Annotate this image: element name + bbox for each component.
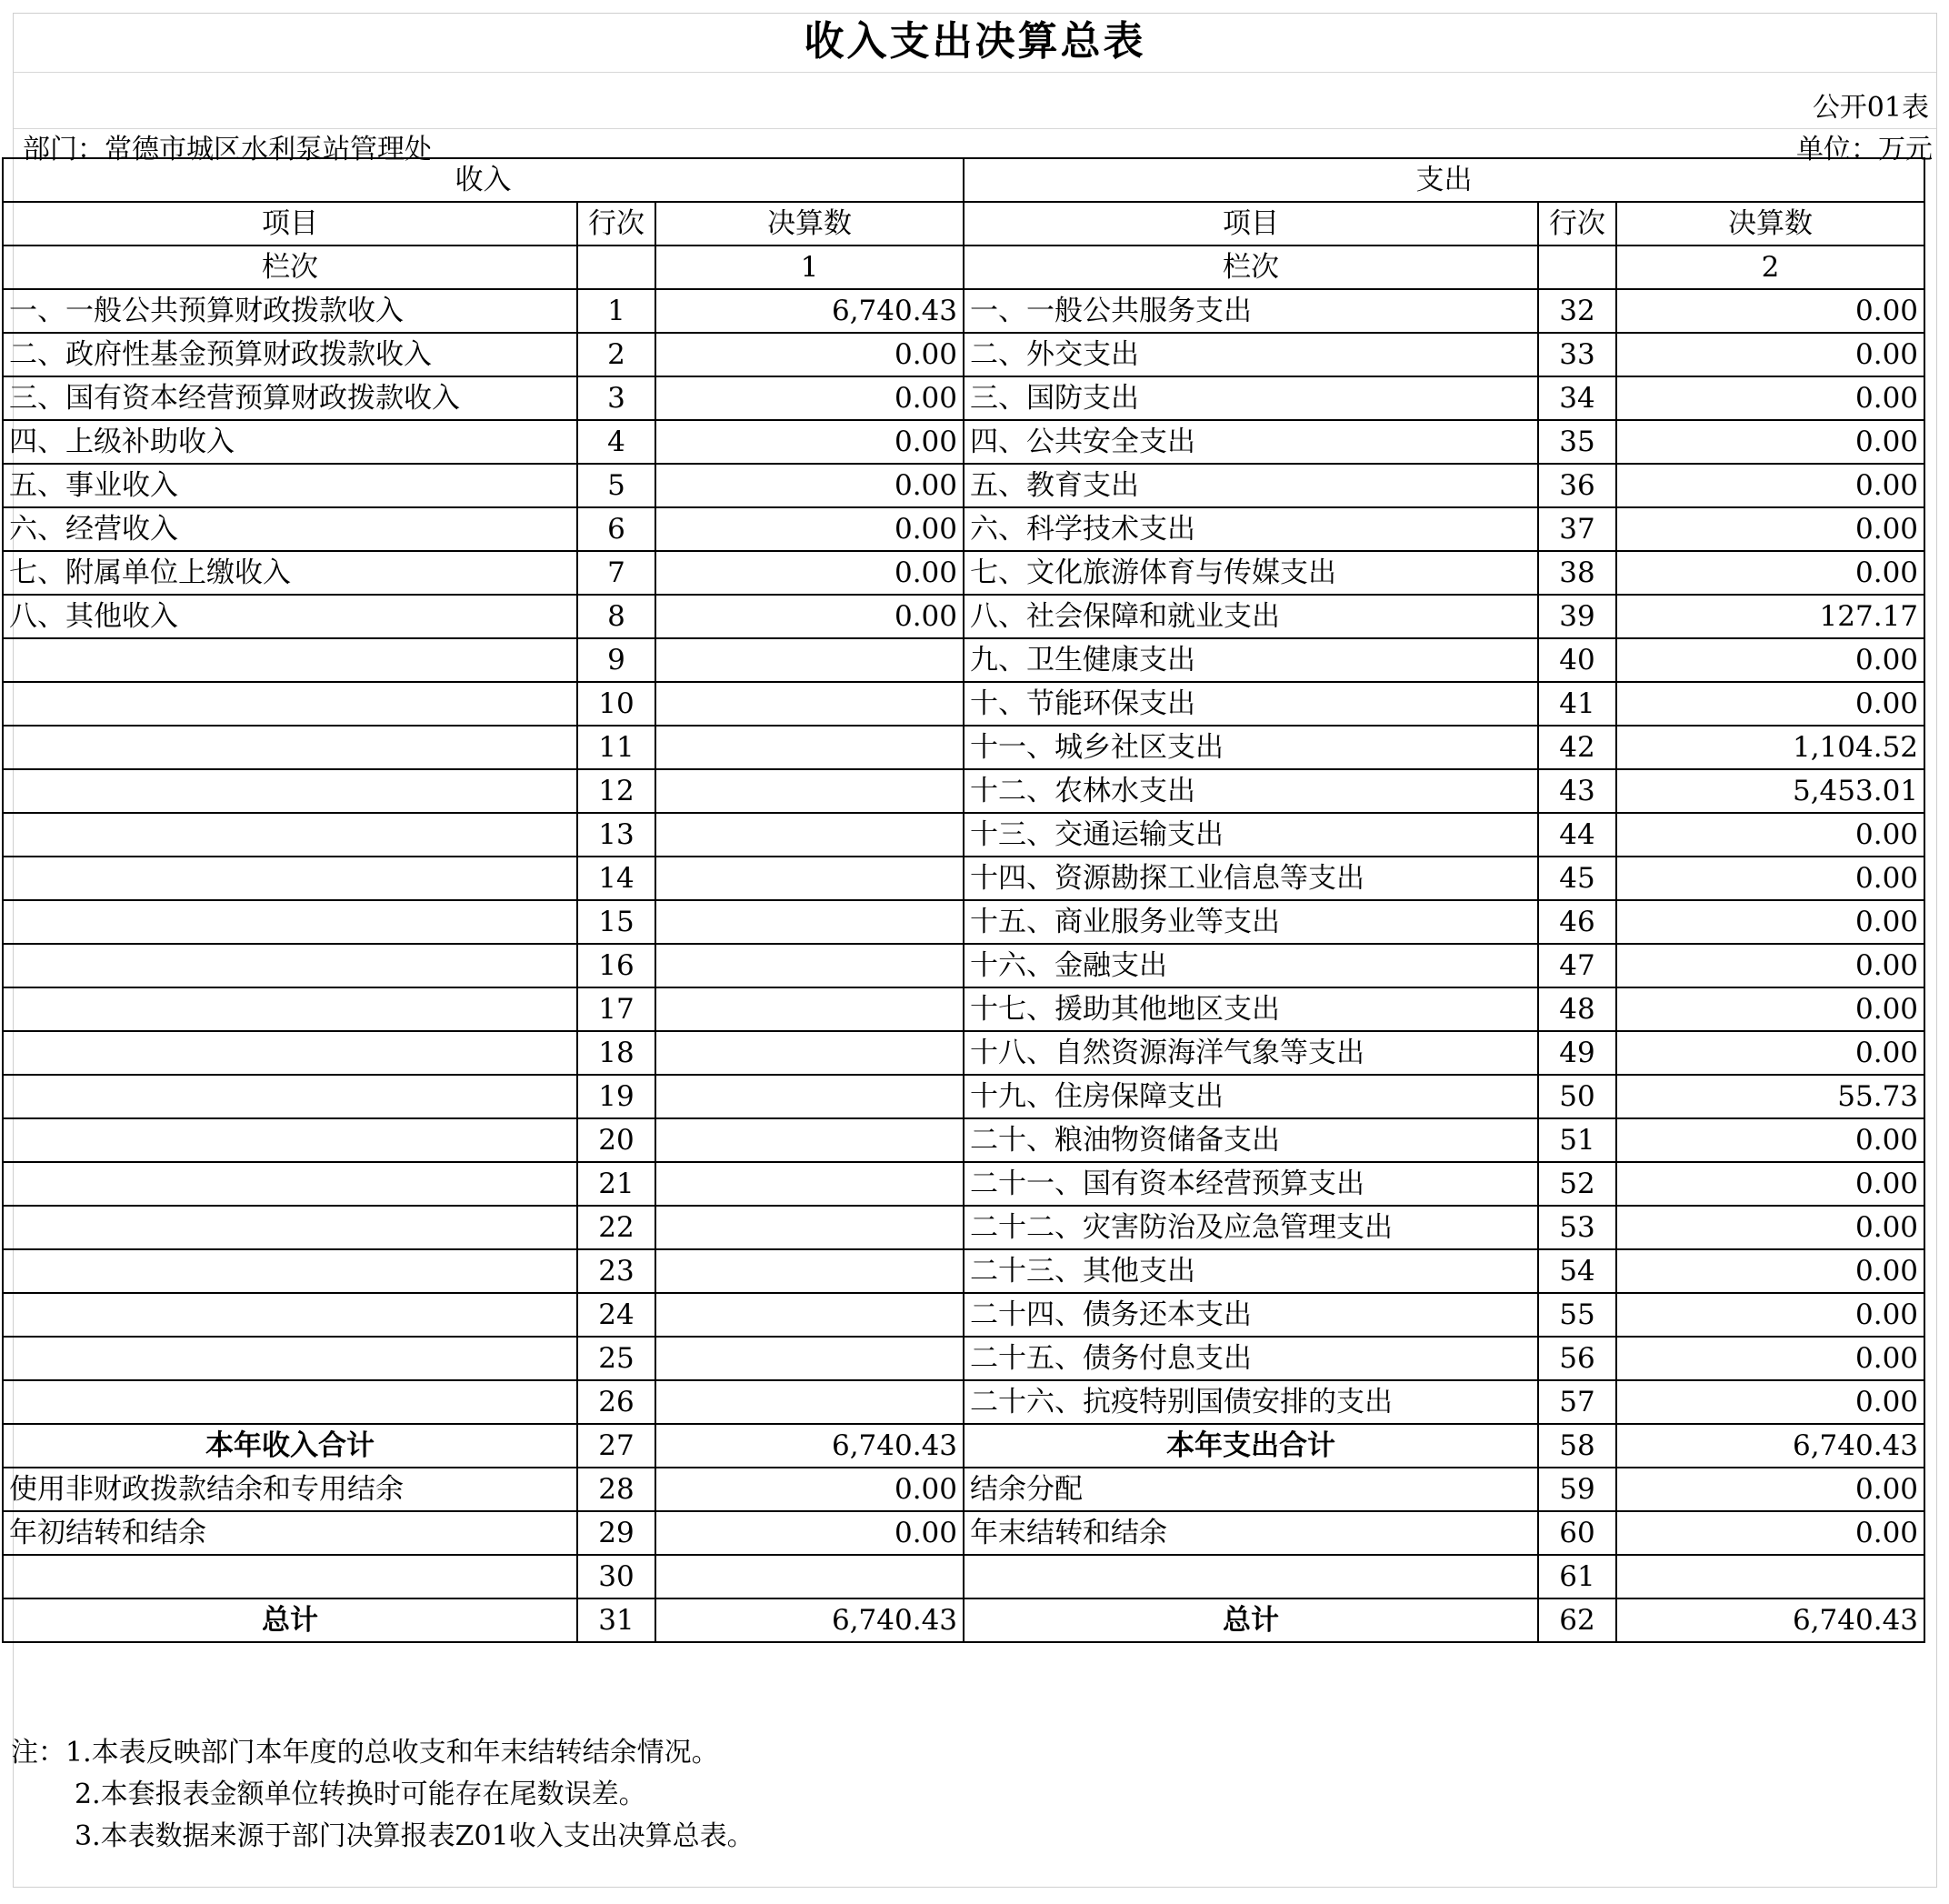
income-line-cell: 27 [577,1424,655,1468]
expense-item-cell: 二十一、国有资本经营预算支出 [964,1162,1538,1206]
income-line-cell: 5 [577,464,655,507]
expense-item-cell: 二十三、其他支出 [964,1249,1538,1293]
income-line-cell: 17 [577,987,655,1031]
expense-amount-cell: 0.00 [1616,420,1924,464]
income-expense-table [2,157,1925,1643]
income-amount-cell [655,1249,964,1293]
column-number-row [3,246,1924,289]
table-row [3,813,1924,857]
income-item-cell [3,769,577,813]
expense-line-cell: 62 [1538,1598,1616,1642]
income-line-cell: 15 [577,900,655,944]
table-row [3,857,1924,900]
income-line-cell: 28 [577,1468,655,1511]
expense-amount-cell: 0.00 [1616,1249,1924,1293]
expense-line-cell: 57 [1538,1380,1616,1424]
income-line-cell: 8 [577,595,655,638]
income-amount-header: 决算数 [655,202,964,246]
expense-line-cell: 49 [1538,1031,1616,1075]
income-line-cell: 3 [577,376,655,420]
table-row [3,726,1924,769]
expense-line-cell: 61 [1538,1555,1616,1598]
expense-line-cell: 34 [1538,376,1616,420]
income-item-cell [3,987,577,1031]
expense-item-cell: 年末结转和结余 [964,1511,1538,1555]
expense-amount-cell: 55.73 [1616,1075,1924,1118]
table-row [3,638,1924,682]
income-item-cell [3,1293,577,1337]
table-row [3,1293,1924,1337]
expense-line-cell: 41 [1538,682,1616,726]
table-row [3,900,1924,944]
income-item-cell [3,1380,577,1424]
expense-amount-header: 决算数 [1616,202,1924,246]
expense-amount-cell: 0.00 [1616,376,1924,420]
income-amount-cell [655,682,964,726]
expense-column-no-empty [1538,246,1616,289]
expense-line-cell: 42 [1538,726,1616,769]
income-amount-cell [655,1075,964,1118]
expense-item-cell: 十四、资源勘探工业信息等支出 [964,857,1538,900]
department-label: 部门：常德市城区水利泵站管理处 [23,134,432,165]
expense-amount-cell: 0.00 [1616,944,1924,987]
expense-amount-cell: 0.00 [1616,857,1924,900]
expense-line-cell: 35 [1538,420,1616,464]
expense-line-cell: 55 [1538,1293,1616,1337]
income-amount-cell: 0.00 [655,333,964,376]
expense-amount-cell: 0.00 [1616,1511,1924,1555]
income-line-cell: 11 [577,726,655,769]
income-amount-cell [655,813,964,857]
expense-item-cell: 十九、住房保障支出 [964,1075,1538,1118]
expense-line-cell: 38 [1538,551,1616,595]
income-line-cell: 6 [577,507,655,551]
income-amount-cell [655,1162,964,1206]
income-item-cell [3,900,577,944]
income-item-cell [3,1555,577,1598]
expense-item-cell [964,1555,1538,1598]
income-line-cell: 19 [577,1075,655,1118]
subtotal-row [3,1424,1924,1468]
table-number: 公开01表 [1812,92,1929,124]
expense-item-cell: 十八、自然资源海洋气象等支出 [964,1031,1538,1075]
income-item-cell [3,638,577,682]
income-amount-cell: 0.00 [655,595,964,638]
expense-amount-cell: 0.00 [1616,638,1924,682]
income-line-cell: 30 [577,1555,655,1598]
income-amount-cell: 6,740.43 [655,289,964,333]
footnotes [11,1732,755,1858]
header-divider [14,128,1936,129]
income-amount-cell: 0.00 [655,464,964,507]
income-amount-cell [655,1293,964,1337]
table-row [3,1075,1924,1118]
expense-line-cell: 52 [1538,1162,1616,1206]
expense-line-cell: 59 [1538,1468,1616,1511]
table-row [3,333,1924,376]
expense-item-header: 项目 [964,202,1538,246]
table-row [3,1031,1924,1075]
expense-item-cell: 十、节能环保支出 [964,682,1538,726]
income-line-cell: 20 [577,1118,655,1162]
income-amount-cell [655,1118,964,1162]
expense-item-cell: 十六、金融支出 [964,944,1538,987]
expense-item-cell: 十一、城乡社区支出 [964,726,1538,769]
footnote-1: 注：1.本表反映部门本年度的总收支和年末结转结余情况。 [11,1737,719,1769]
expense-line-cell: 60 [1538,1511,1616,1555]
income-line-cell: 1 [577,289,655,333]
expense-amount-cell: 5,453.01 [1616,769,1924,813]
income-line-cell: 7 [577,551,655,595]
expense-line-cell: 48 [1538,987,1616,1031]
income-line-cell: 29 [577,1511,655,1555]
income-item-cell [3,813,577,857]
income-item-cell: 使用非财政拨款结余和专用结余 [3,1468,577,1511]
expense-amount-cell: 6,740.43 [1616,1424,1924,1468]
income-item-cell: 五、事业收入 [3,464,577,507]
income-item-cell: 三、国有资本经营预算财政拨款收入 [3,376,577,420]
income-amount-cell [655,857,964,900]
income-amount-cell: 6,740.43 [655,1424,964,1468]
expense-item-cell: 九、卫生健康支出 [964,638,1538,682]
income-item-cell [3,1249,577,1293]
income-amount-cell [655,726,964,769]
expense-amount-cell: 0.00 [1616,1162,1924,1206]
income-line-cell: 13 [577,813,655,857]
table-row [3,1337,1924,1380]
expense-line-cell: 44 [1538,813,1616,857]
footnote-3: 3.本表数据来源于部门决算报表Z01收入支出决算总表。 [75,1820,755,1852]
expense-item-cell: 总计 [964,1598,1538,1642]
income-item-cell: 一、一般公共预算财政拨款收入 [3,289,577,333]
expense-amount-cell: 0.00 [1616,333,1924,376]
expense-column-no: 2 [1616,246,1924,289]
income-line-cell: 21 [577,1162,655,1206]
income-amount-cell [655,1555,964,1598]
expense-amount-cell: 0.00 [1616,1293,1924,1337]
expense-line-cell: 50 [1538,1075,1616,1118]
table-row [3,682,1924,726]
income-amount-cell [655,987,964,1031]
income-item-cell [3,944,577,987]
section-header-row [3,158,1924,202]
expense-line-cell: 37 [1538,507,1616,551]
expense-item-cell: 一、一般公共服务支出 [964,289,1538,333]
income-line-cell: 10 [577,682,655,726]
report-title: 收入支出决算总表 [804,18,1146,65]
expense-line-cell: 47 [1538,944,1616,987]
income-item-cell [3,1337,577,1380]
expense-item-cell: 十二、农林水支出 [964,769,1538,813]
expense-line-cell: 33 [1538,333,1616,376]
table-row [3,1162,1924,1206]
expense-item-cell: 结余分配 [964,1468,1538,1511]
table-row [3,1555,1924,1598]
expense-amount-cell: 0.00 [1616,900,1924,944]
table-row [3,289,1924,333]
income-item-cell: 年初结转和结余 [3,1511,577,1555]
income-amount-cell [655,1337,964,1380]
income-item-cell: 二、政府性基金预算财政拨款收入 [3,333,577,376]
income-line-header: 行次 [577,202,655,246]
expense-line-cell: 51 [1538,1118,1616,1162]
income-amount-cell: 0.00 [655,507,964,551]
income-amount-cell: 0.00 [655,376,964,420]
income-amount-cell [655,1031,964,1075]
income-item-cell: 七、附属单位上缴收入 [3,551,577,595]
income-item-header: 项目 [3,202,577,246]
expense-amount-cell: 0.00 [1616,1118,1924,1162]
income-item-cell: 总计 [3,1598,577,1642]
income-column-no: 1 [655,246,964,289]
income-item-cell [3,682,577,726]
column-header-row [3,202,1924,246]
income-column-no-label: 栏次 [3,246,577,289]
income-line-cell: 26 [577,1380,655,1424]
income-line-cell: 16 [577,944,655,987]
expense-amount-cell: 6,740.43 [1616,1598,1924,1642]
income-line-cell: 24 [577,1293,655,1337]
expense-item-cell: 十七、援助其他地区支出 [964,987,1538,1031]
table-row [3,944,1924,987]
expense-line-cell: 56 [1538,1337,1616,1380]
income-item-cell [3,1031,577,1075]
income-line-cell: 9 [577,638,655,682]
expense-item-cell: 二十四、债务还本支出 [964,1293,1538,1337]
income-amount-cell [655,900,964,944]
income-amount-cell: 0.00 [655,1511,964,1555]
expense-amount-cell: 0.00 [1616,464,1924,507]
expense-item-cell: 二十五、债务付息支出 [964,1337,1538,1380]
income-item-cell: 八、其他收入 [3,595,577,638]
income-line-cell: 14 [577,857,655,900]
expense-line-cell: 43 [1538,769,1616,813]
unit-label: 单位：万元 [1796,134,1933,165]
income-line-cell: 31 [577,1598,655,1642]
income-item-cell [3,1162,577,1206]
income-amount-cell: 0.00 [655,551,964,595]
expense-item-cell: 十三、交通运输支出 [964,813,1538,857]
expense-item-cell: 六、科学技术支出 [964,507,1538,551]
expense-line-cell: 39 [1538,595,1616,638]
income-amount-cell [655,944,964,987]
income-item-cell: 六、经营收入 [3,507,577,551]
expense-amount-cell: 0.00 [1616,813,1924,857]
table-row [3,1206,1924,1249]
table-row [3,769,1924,813]
expense-amount-cell: 127.17 [1616,595,1924,638]
table-row [3,551,1924,595]
expense-line-cell: 53 [1538,1206,1616,1249]
income-line-cell: 23 [577,1249,655,1293]
table-row [3,420,1924,464]
income-amount-cell [655,638,964,682]
expense-item-cell: 二十、粮油物资储备支出 [964,1118,1538,1162]
expense-amount-cell: 0.00 [1616,1468,1924,1511]
expense-column-no-label: 栏次 [964,246,1538,289]
income-amount-cell [655,769,964,813]
expense-item-cell: 十五、商业服务业等支出 [964,900,1538,944]
expense-item-cell: 五、教育支出 [964,464,1538,507]
expense-line-cell: 45 [1538,857,1616,900]
income-line-cell: 4 [577,420,655,464]
expense-section-header: 支出 [964,158,1924,202]
income-item-cell [3,857,577,900]
income-amount-cell: 0.00 [655,1468,964,1511]
table-row [3,1249,1924,1293]
income-line-cell: 22 [577,1206,655,1249]
expense-line-cell: 32 [1538,289,1616,333]
footnote-2: 2.本套报表金额单位转换时可能存在尾数误差。 [75,1779,646,1810]
table-row [3,1118,1924,1162]
income-amount-cell [655,1206,964,1249]
table-row [3,507,1924,551]
expense-line-cell: 40 [1538,638,1616,682]
expense-amount-cell [1616,1555,1924,1598]
table-row [3,464,1924,507]
table-row [3,595,1924,638]
income-amount-cell [655,1380,964,1424]
income-line-cell: 25 [577,1337,655,1380]
table-row [3,987,1924,1031]
expense-amount-cell: 0.00 [1616,507,1924,551]
expense-item-cell: 四、公共安全支出 [964,420,1538,464]
expense-amount-cell: 0.00 [1616,1337,1924,1380]
expense-item-cell: 七、文化旅游体育与传媒支出 [964,551,1538,595]
income-line-cell: 12 [577,769,655,813]
expense-amount-cell: 0.00 [1616,1206,1924,1249]
expense-amount-cell: 0.00 [1616,551,1924,595]
expense-line-cell: 54 [1538,1249,1616,1293]
expense-amount-cell: 0.00 [1616,1031,1924,1075]
income-item-cell: 四、上级补助收入 [3,420,577,464]
expense-item-cell: 八、社会保障和就业支出 [964,595,1538,638]
income-item-cell: 本年收入合计 [3,1424,577,1468]
expense-item-cell: 二、外交支出 [964,333,1538,376]
income-column-no-empty [577,246,655,289]
income-amount-cell: 0.00 [655,420,964,464]
income-item-cell [3,1075,577,1118]
expense-amount-cell: 0.00 [1616,682,1924,726]
income-amount-cell: 6,740.43 [655,1598,964,1642]
blank-row [14,72,1936,89]
table-row [3,1468,1924,1511]
table-row [3,376,1924,420]
table-row [3,1380,1924,1424]
expense-item-cell: 二十六、抗疫特别国债安排的支出 [964,1380,1538,1424]
expense-amount-cell: 0.00 [1616,987,1924,1031]
expense-item-cell: 二十二、灾害防治及应急管理支出 [964,1206,1538,1249]
income-item-cell [3,726,577,769]
expense-item-cell: 三、国防支出 [964,376,1538,420]
expense-item-cell: 本年支出合计 [964,1424,1538,1468]
income-item-cell [3,1118,577,1162]
expense-amount-cell: 1,104.52 [1616,726,1924,769]
income-line-cell: 18 [577,1031,655,1075]
expense-line-cell: 58 [1538,1424,1616,1468]
expense-amount-cell: 0.00 [1616,1380,1924,1424]
income-section-header: 收入 [3,158,964,202]
expense-line-cell: 46 [1538,900,1616,944]
expense-line-cell: 36 [1538,464,1616,507]
expense-amount-cell: 0.00 [1616,289,1924,333]
income-item-cell [3,1206,577,1249]
total-row [3,1598,1924,1642]
income-line-cell: 2 [577,333,655,376]
table-row [3,1511,1924,1555]
expense-line-header: 行次 [1538,202,1616,246]
